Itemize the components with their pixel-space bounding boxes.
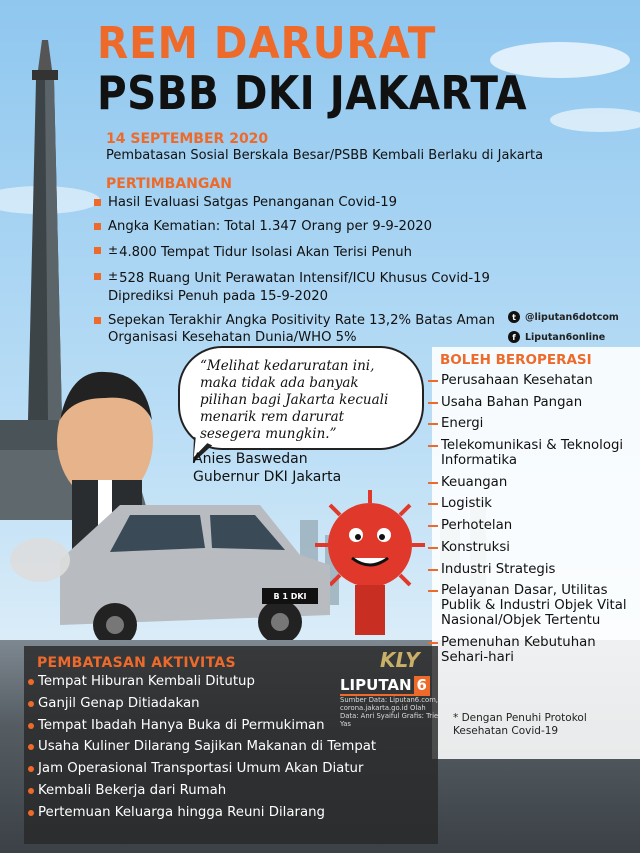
list-item: Tempat Hiburan Kembali Ditutup [28, 673, 408, 690]
boleh-beroperasi-list [432, 373, 640, 672]
list-item: ±4.800 Tempat Tidur Isolasi Akan Terisi Penuh [94, 242, 544, 262]
bullet-icon [428, 380, 438, 382]
bullet-icon [28, 744, 34, 750]
bullet-icon [28, 723, 34, 729]
bullet-icon [28, 679, 34, 685]
list-item: Tempat Ibadah Hanya Buka di Permukiman [28, 717, 408, 734]
list-item: ±528 Ruang Unit Perawatan Intensif/ICU Khusus Covid-19 Diprediksi Penuh pada 15-9-2020 [94, 268, 544, 305]
list-item: Pelayanan Dasar, Utilitas Publik & Industri Objek Vital Nasional/Objek Tertentu [432, 583, 640, 628]
boleh-beroperasi-title: BOLEH BEROPERASI [440, 352, 592, 368]
pertimbangan-list [94, 194, 544, 353]
list-item: Energi [432, 416, 640, 431]
boleh-footnote: * Dengan Penuhi Protokol Kesehatan Covid-19 [453, 712, 587, 737]
list-item: Perusahaan Kesehatan [432, 373, 640, 388]
list-item: Pemenuhan Kebutuhan Sehari-hari [432, 635, 640, 665]
date-label: 14 SEPTEMBER 2020 [106, 131, 269, 147]
bullet-icon [428, 547, 438, 549]
car-illustration [10, 505, 330, 647]
bullet-icon [428, 423, 438, 425]
bullet-icon [94, 247, 101, 254]
list-item: Keuangan [432, 475, 640, 490]
list-item: Ganjil Genap Ditiadakan [28, 695, 408, 712]
list-item: Konstruksi [432, 540, 640, 555]
bullet-icon [94, 317, 101, 324]
bullet-icon [28, 701, 34, 707]
bullet-icon [428, 445, 438, 447]
list-item: Usaha Kuliner Dilarang Sajikan Makanan di Tempat [28, 738, 408, 755]
data-credits: Sumber Data: Liputan6.com, corona.jakarta.go.id Olah Data: Anri Syaiful Grafis: Trie Yas [340, 696, 439, 728]
bullet-icon [428, 642, 438, 644]
bullet-icon [28, 788, 34, 794]
license-plate: B 1 DKI [262, 588, 318, 604]
bullet-icon [94, 223, 101, 230]
pembatasan-title: PEMBATASAN AKTIVITAS [37, 655, 236, 671]
kly-logo: KLY [380, 648, 420, 672]
bullet-icon [428, 569, 438, 571]
facebook-icon: f [508, 331, 520, 343]
bullet-icon [428, 482, 438, 484]
list-item: Sepekan Terakhir Angka Positivity Rate 13,2% Batas Aman Organisasi Kesehatan Dunia/WHO 5% [94, 312, 544, 347]
list-item: Hasil Evaluasi Satgas Penanganan Covid-19 [94, 194, 544, 212]
list-item: Pertemuan Keluarga hingga Reuni Dilarang [28, 804, 408, 821]
list-item: Kembali Bekerja dari Rumah [28, 782, 408, 799]
list-item: Usaha Bahan Pangan [432, 395, 640, 410]
list-item: Industri Strategis [432, 562, 640, 577]
list-item: Perhotelan [432, 518, 640, 533]
bullet-icon [428, 590, 438, 592]
bullet-icon [428, 525, 438, 527]
subtitle: Pembatasan Sosial Berskala Besar/PSBB Kembali Berlaku di Jakarta [106, 148, 544, 163]
bullet-icon [94, 199, 101, 206]
speech-bubble [178, 346, 424, 450]
headline-line-1: REM DARURAT [97, 18, 437, 69]
social-twitter[interactable]: t @liputan6dotcom [508, 311, 619, 323]
list-item: Angka Kematian: Total 1.347 Orang per 9-9-2020 [94, 218, 544, 236]
list-item: Jam Operasional Transportasi Umum Akan Diatur [28, 760, 408, 777]
bullet-icon [428, 402, 438, 404]
twitter-icon: t [508, 311, 520, 323]
speaker-name: Anies Baswedan [193, 451, 308, 467]
social-facebook[interactable]: f Liputan6online [508, 331, 605, 343]
bullet-icon [94, 273, 101, 280]
pertimbangan-title: PERTIMBANGAN [106, 176, 232, 192]
bullet-icon [428, 503, 438, 505]
speaker-title: Gubernur DKI Jakarta [193, 469, 342, 485]
headline-line-2: PSBB DKI JAKARTA [97, 66, 528, 120]
list-item: Logistik [432, 496, 640, 511]
bullet-icon [28, 810, 34, 816]
list-item: Telekomunikasi & Teknologi Informatika [432, 438, 640, 468]
quote-text: “Melihat kedaruratan ini, maka tidak ada banyak pilihan bagi Jakarta kecuali menarik rem darurat sesegera mungkin.” [200, 358, 389, 442]
liputan6-logo: LIPUTAN 6 [340, 676, 430, 696]
bullet-icon [28, 766, 34, 772]
